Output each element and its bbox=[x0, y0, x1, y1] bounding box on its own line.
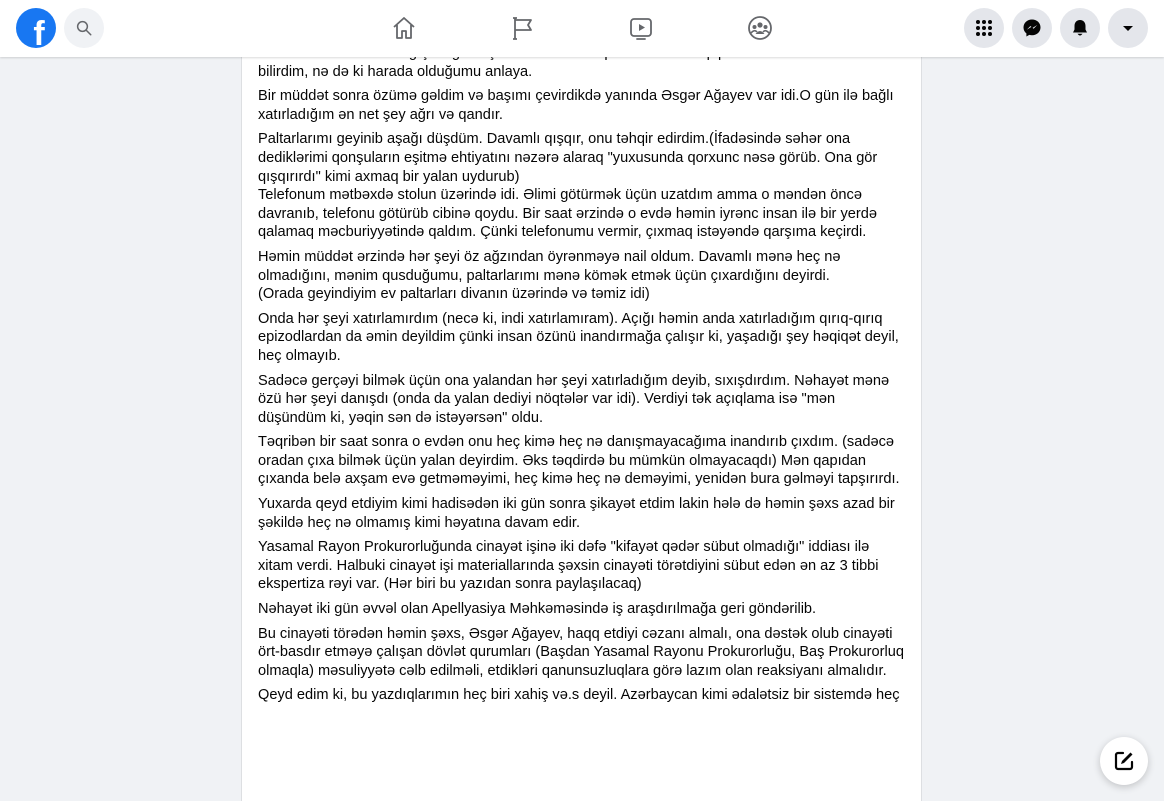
nav-pages[interactable] bbox=[504, 10, 542, 46]
nav-groups[interactable] bbox=[741, 10, 779, 46]
post-body bbox=[258, 44, 905, 711]
post-paragraph: Onda hər şeyi xatırlamırdım (necə ki, indi xatırlamıram). Açığı həmin anda xatırladığım qırıq-qırıq epizodlardan da əmin deyildim çünki insan özünü inandırmağa çalışır ki, yaşadığı şey həqiqət deyil, heç olmayıb. bbox=[258, 310, 899, 364]
notifications-button[interactable] bbox=[1060, 8, 1100, 48]
home-icon bbox=[390, 14, 418, 42]
search-icon bbox=[75, 19, 93, 37]
account-button[interactable] bbox=[1108, 8, 1148, 48]
post-paragraph: Bir müddət sonra özümə gəldim və başımı çevirdikdə yanında Əsgər Ağayev var idi.O gün ilə bağlı xatırladığım ən net şey ağrı və qandır. bbox=[258, 88, 894, 123]
top-navigation-bar bbox=[0, 0, 1164, 57]
caret-down-icon bbox=[1120, 20, 1136, 36]
post-paragraph: Qeyd edim ki, bu yazdıqlarımın heç biri xahiş və.s deyil. Azərbaycan kimi ədalətsiz bir sistemdə heç bbox=[258, 687, 900, 704]
nav-home[interactable] bbox=[385, 10, 423, 46]
video-play-icon bbox=[627, 14, 655, 42]
post-paragraph: bilirdim, nə də ki harada olduğumu anlaya. bbox=[258, 63, 533, 80]
post-paragraph: Həmin müddət ərzində hər şeyi öz ağzından öyrənməyə nail oldum. Davamlı mənə heç nə olmadığını, mənim qusduğumu, paltarlarımı mənə kömək etmək üçün çıxardığını deyirdi. (Orada geyindiyim ev paltarları divanın üzərində və təmiz idi) bbox=[258, 248, 841, 303]
post-paragraph: Yuxarda qeyd etdiyim kimi hadisədən iki gün sonra şikayət etdim lakin hələ də həmin şəxs azad bir şəkildə heç nə olmamış kimi həyatına davam edir. bbox=[258, 496, 895, 531]
post-card bbox=[241, 0, 922, 801]
messenger-button[interactable] bbox=[1012, 8, 1052, 48]
bell-icon bbox=[1070, 18, 1090, 38]
post-paragraph: Paltarlarımı geyinib aşağı düşdüm. Davamlı qışqır, onu təhqir edirdim.(İfadəsində səhər ona dediklərimi qonşuların eşitmə ehtiyatını nəzərə alaraq "yuxusunda qorxunc nəsə görüb. Ona gör qışqırırdı" kimi axmaq bir yalan uydurub) Telefonum mətbəxdə stolun üzərində idi. Əlimi götürmək üçün uzatdım amma o məndən öncə davranıb, telefonu götürüb cibinə qoydu. Bir saat ərzində o evdə həmin iyrənc insan ilə bir yerdə qalamaq məcburiyyətində qaldım. Çünki telefonumu vermir, çıxmaq istəyəndə qarşıma keçirdi. bbox=[258, 131, 878, 241]
post-paragraph: Təqribən bir saat sonra o evdən onu heç kimə heç nə danışmayacağıma inandırıb çıxdım. (sadəcə oradan çıxa bilmək üçün yalan deyirdim. Əks təqdirdə bu mümkün olmayacaqdı) Mən qapıdan çıxanda belə axşam evə getməməyimi, heç kimə heç nə deməyimi, yenidən bura gəlməyi tapşırırdı. bbox=[258, 434, 900, 488]
search-button[interactable] bbox=[64, 8, 104, 48]
messenger-icon bbox=[1022, 18, 1042, 38]
post-paragraph: Nəhayət iki gün əvvəl olan Apellyasiya Məhkəməsində iş araşdırılmağa geri göndərilib. bbox=[258, 601, 817, 618]
post-paragraph: Yasamal Rayon Prokurorluğunda cinayət işinə iki dəfə "kifayət qədər sübut olmadığı" iddiası ilə xitam verdi. Halbuki cinayət işi materiallarında şəxsin cinayəti törətdiyini sübut edən ən az 3 tibbi ekspertiza rəyi var. (Hər biri bu yazıdan sonra paylaşılacaq) bbox=[258, 539, 879, 593]
flag-icon bbox=[509, 14, 537, 42]
grid-menu-icon bbox=[974, 18, 994, 38]
groups-icon bbox=[746, 14, 774, 42]
new-message-button[interactable] bbox=[1100, 737, 1148, 785]
nav-watch[interactable] bbox=[622, 10, 660, 46]
post-paragraph: Bu cinayəti törədən həmin şəxs, Əsgər Ağayev, haqq etdiyi cəzanı almalı, ona dəstək olub cinayəti ört-basdır etməyə çalışan dövlət qurumları (Başdan Yasamal Rayonu Prokurorluğu, Baş Prokurorluq olmaqla) məsuliyyətə cəlb edilməli, etdikləri qanunsuzluqlara görə lazım olan reaksiyanı almalıdır. bbox=[258, 625, 904, 679]
compose-icon bbox=[1113, 750, 1135, 772]
facebook-logo-letter: f bbox=[33, 15, 45, 48]
menu-button[interactable] bbox=[964, 8, 1004, 48]
facebook-logo[interactable] bbox=[16, 8, 56, 48]
post-paragraph: Sadəcə gerçəyi bilmək üçün ona yalandan hər şeyi xatırladığım deyib, sıxışdırdım. Nəhayət mənə özü hər şeyi danışdı (onda da yalan dediyi nöqtələr var idi). Verdiyi tək açıqlama isə "mən düşündüm ki, yəqin sən də istəyərsən" oldu. bbox=[258, 372, 890, 426]
